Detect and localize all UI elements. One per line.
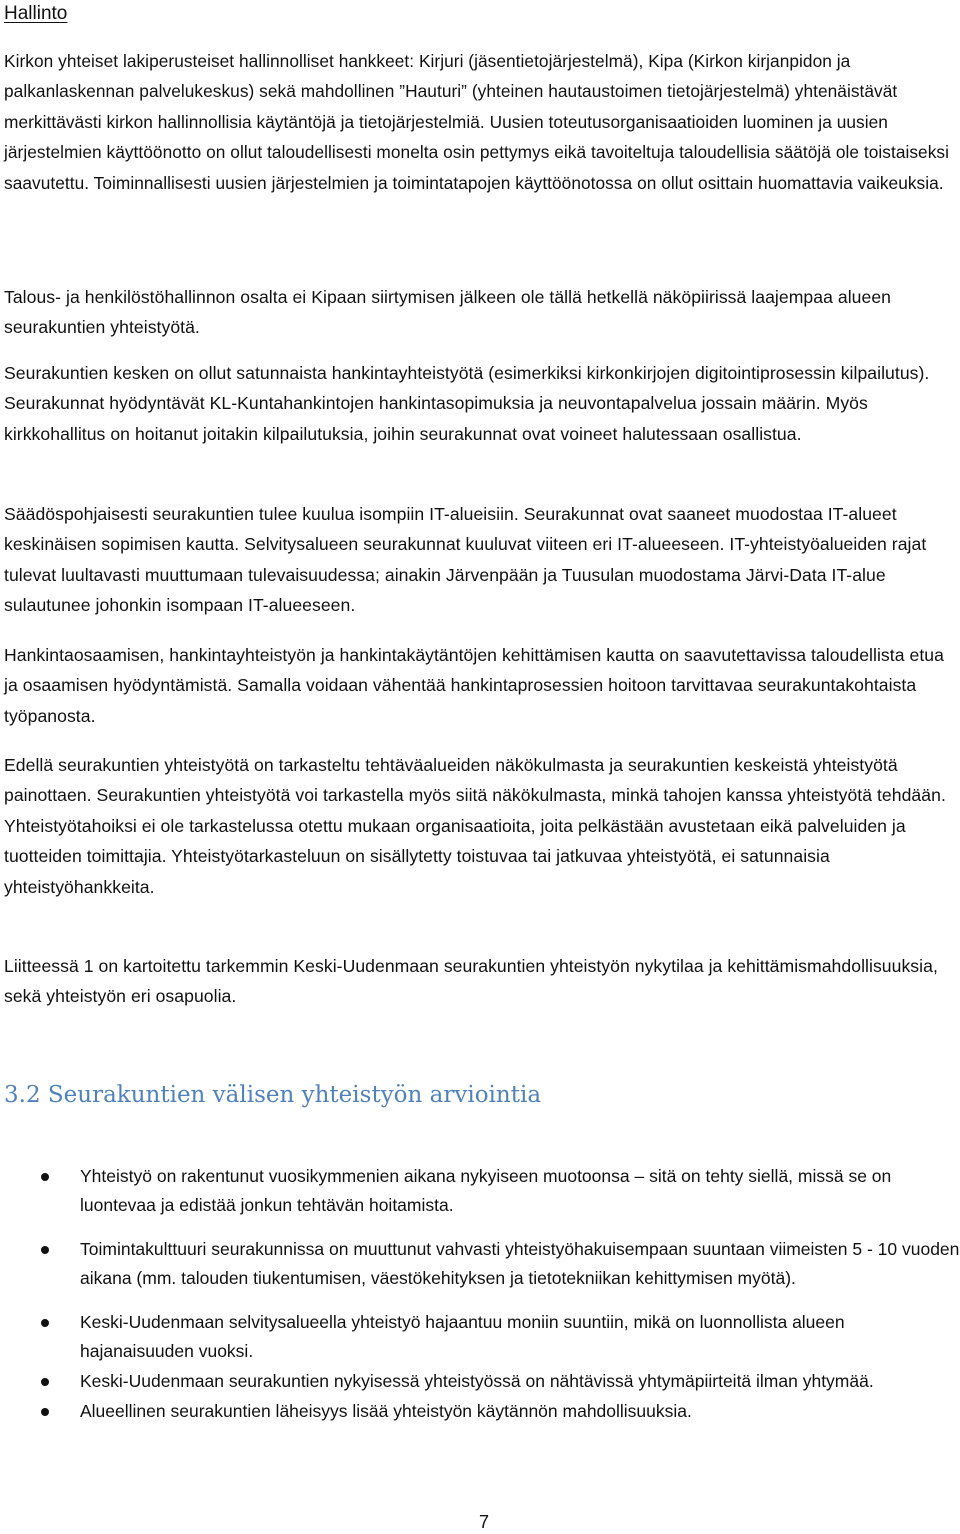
subsection-heading: 3.2 Seurakuntien välisen yhteistyön arviointia <box>4 1082 542 1108</box>
paragraph-hankintaosaaminen: Hankintaosaamisen, hankintayhteistyön ja hankintakäytäntöjen kehittämisen kautta on saavutettavissa taloudellista etua ja osaamisen hyödyntämistä. Samalla voidaan vähentää hankintaprosessien hoitoon tarvittavaa seurakuntakohtaista työpanosta. <box>4 645 944 726</box>
list-item-text: Keski-Uudenmaan selvitysalueella yhteistyö hajaantuu moniin suuntiin, mikä on luonnollista alueen hajanaisuuden vuoksi. <box>80 1312 845 1361</box>
list-item-text: Yhteistyö on rakentunut vuosikymmenien aikana nykyiseen muotoonsa – sitä on tehty siellä, missä se on luontevaa ja edistää jonkun tehtävän hoitamista. <box>80 1166 892 1215</box>
paragraph-hallintohankkeet: Kirkon yhteiset lakiperusteiset hallinnolliset hankkeet: Kirjuri (jäsentietojärjestelmä), Kipa (Kirkon kirjanpidon ja palkanlaskennan palvelukeskus) sekä mahdollinen ”Hauturi” (yhteinen hautaustoimen tietojärjestelmä) yhtenäistävät merkittävästi kirkon hallinnollisia käytäntöjä ja tietojärjestelmiä. Uusien toteutusorganisaatioiden luominen ja uusien järjestelmien käyttöönotto on ollut taloudellisesti monelta osin pettymys eikä tavoiteltuja taloudellisia säätöjä ole toistaiseksi saavutettu. Toiminnallisesti uusien järjestelmien ja toimintatapojen käyttöönotossa on ollut osittain huomattavia vaikeuksia. <box>4 51 949 193</box>
bullet-icon <box>41 1173 49 1181</box>
paragraph-it-alueet: Säädöspohjaisesti seurakuntien tulee kuulua isompiin IT-alueisiin. Seurakunnat ovat saaneet muodostaa IT-alueet keskinäisen sopimisen kautta. Selvitysalueen seurakunnat kuuluvat viiteen eri IT-alueeseen. IT-yhteistyöalueiden rajat tulevat luultavasti muuttumaan tulevaisuudessa; ainakin Järvenpään ja Tuusulan muodostama Järvi-Data IT-alue sulautunee johonkin isompaan IT-alueeseen. <box>4 504 927 616</box>
list-item <box>0 1397 960 1426</box>
paragraph-hankintayhteistyo: Seurakuntien kesken on ollut satunnaista hankintayhteistyötä (esimerkiksi kirkonkirjojen digitointiprosessin kilpailutus). Seurakunnat hyödyntävät KL-Kuntahankintojen hankintasopimuksia ja neuvontapalvelua jossain määrin. Myös kirkkohallitus on hoitanut joitakin kilpailutuksia, joihin seurakunnat ovat voineet halutessaan osallistua. <box>4 363 930 444</box>
bullet-icon <box>41 1319 49 1327</box>
list-item <box>0 1235 960 1293</box>
list-item-text: Keski-Uudenmaan seurakuntien nykyisessä yhteistyössä on nähtävissä yhtymäpiirteitä ilman yhtymää. <box>80 1371 874 1391</box>
bullet-icon <box>41 1378 49 1386</box>
section-title: Hallinto <box>4 3 68 24</box>
list-item-text: Alueellinen seurakuntien läheisyys lisää yhteistyön käytännön mahdollisuuksia. <box>80 1401 692 1421</box>
list-item <box>0 1308 960 1366</box>
bullet-list <box>0 1162 960 1426</box>
paragraph-yhteistyotahot: Edellä seurakuntien yhteistyötä on tarkasteltu tehtäväalueiden näkökulmasta ja seurakuntien keskeistä yhteistyötä painottaen. Seurakuntien yhteistyötä voi tarkastella myös siitä näkökulmasta, minkä tahojen kanssa yhteistyötä tehdään. Yhteistyötahoiksi ei ole tarkastelussa otettu mukaan organisaatioita, joita pelkästään avustetaan eikä palveluiden ja tuotteiden toimittajia. Yhteistyötarkasteluun on sisällytetty toistuvaa tai jatkuvaa yhteistyötä, ei satunnaisia yhteistyöhankkeita. <box>4 755 946 897</box>
paragraph-talous-henkilosto: Talous- ja henkilöstöhallinnon osalta ei Kipaan siirtymisen jälkeen ole tällä hetkellä näköpiirissä laajempaa alueen seurakuntien yhteistyötä. <box>4 287 891 338</box>
list-item-text: Toimintakulttuuri seurakunnissa on muuttunut vahvasti yhteistyöhakuisempaan suuntaan viimeisten 5 - 10 vuoden aikana (mm. talouden tiukentumisen, väestökehityksen ja tietotekniikan kehittymisen myötä). <box>80 1239 960 1288</box>
list-item <box>0 1367 960 1396</box>
bullet-icon <box>41 1408 49 1416</box>
list-item <box>0 1162 960 1220</box>
paragraph-liite: Liitteessä 1 on kartoitettu tarkemmin Keski-Uudenmaan seurakuntien yhteistyön nykytilaa ja kehittämismahdollisuuksia, sekä yhteistyön eri osapuolia. <box>4 956 938 1007</box>
page-number: 7 <box>478 1512 489 1532</box>
bullet-icon <box>41 1246 49 1254</box>
